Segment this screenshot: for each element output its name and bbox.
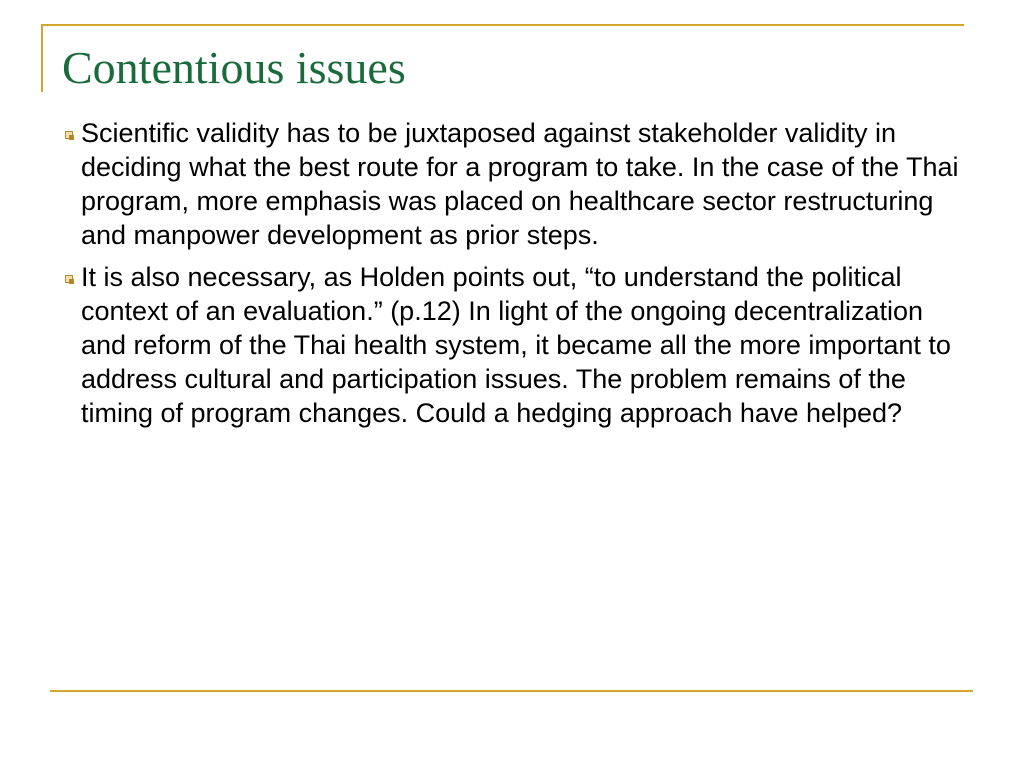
bullet-item xyxy=(62,260,967,430)
slide-title: Contentious issues xyxy=(62,42,406,93)
bullet-item xyxy=(62,116,967,252)
square-bullet-icon xyxy=(65,131,73,139)
bottom-divider xyxy=(50,690,973,692)
title-left-divider xyxy=(41,24,43,92)
bullet-text: Scientific validity has to be juxtaposed against stakeholder validity in deciding what the best route for a program to take. In the case of the Thai program, more emphasis was placed on healthcare sector restructuring and manpower development as prior steps. xyxy=(81,118,959,250)
square-bullet-icon xyxy=(65,275,73,283)
bullet-text: It is also necessary, as Holden points out, “to understand the political context of an evaluation.” (p.12) In light of the ongoing decentralization and reform of the Thai health system, it became all the more important to address cultural and participation issues. The problem remains of the timing of program changes. Could a hedging approach have helped? xyxy=(81,262,951,428)
top-divider xyxy=(41,24,964,26)
bullet-list xyxy=(62,116,967,438)
